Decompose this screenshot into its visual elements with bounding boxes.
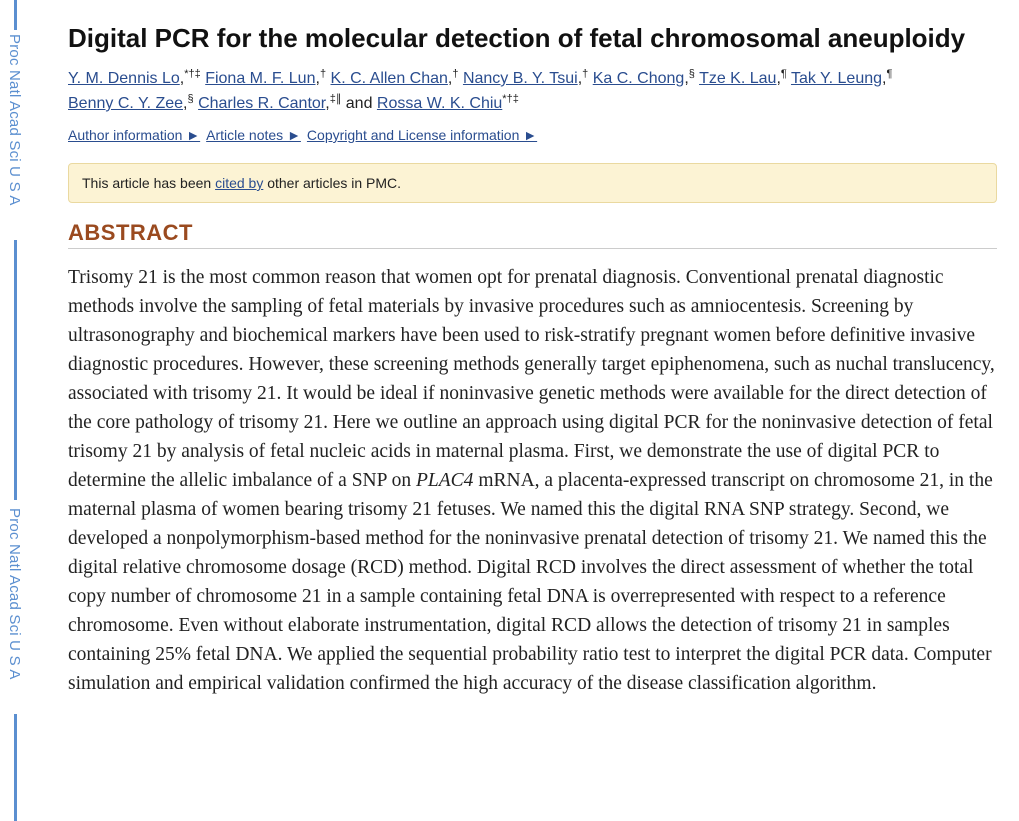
author-link[interactable]: Nancy B. Y. Tsui — [462, 70, 578, 87]
article-title: Digital PCR for the molecular detection of fetal chromosomal aneuploidy — [68, 23, 966, 53]
author-link[interactable]: Tze K. Lau — [699, 70, 777, 87]
author-affiliation-mark: † — [319, 68, 327, 80]
journal-side-rail — [0, 0, 30, 821]
author-link[interactable]: Fiona M. F. Lun — [205, 70, 316, 87]
author-information-link[interactable]: Author information ► — [68, 127, 201, 143]
author-list: Y. M. Dennis Lo,*†‡ Fiona M. F. Lun,† K. C. Allen Chan,† Nancy B. Y. Tsui,† Ka C. Chong,§ Tze K. Lau,¶ Tak Y. Leung,¶ Benny C. Y. Zee,§ Charles R. Cantor,‡∥ and Rossa W. K. Chiu*†‡ — [68, 66, 997, 116]
author-affiliation-mark: † — [582, 68, 589, 80]
author-link[interactable]: Ka C. Chong — [592, 70, 685, 87]
author-affiliation-mark: ‡∥ — [329, 93, 342, 105]
rail-journal-label-bottom: Proc Natl Acad Sci U S A — [6, 508, 23, 680]
author-affiliation-mark: *†‡ — [184, 68, 201, 80]
abstract-text-part2: mRNA, a placenta-expressed transcript on chromosome 21, in the maternal plasma of women bearing trisomy 21 fetuses. We named this the digital RNA SNP strategy. Second, we developed a nonpolymorphism-based method for the noninvasive prenatal detection of trisomy 21. We named this the digital relative chromosome dosage (RCD) method. Digital RCD involves the direct assessment of whether the total copy number of chromosome 21 in a sample containing fetal DNA is overrepresented with respect to a reference chromosome. Even without elaborate instrumentation, digital RCD allows the detection of trisomy 21 in samples containing 25% fetal DNA. We applied the sequential probability ratio test to interpret the digital PCR data. Computer simulation and empirical validation confirmed the high accuracy of the disease classification algorithm. — [68, 470, 993, 694]
notice-text-before: This article has been — [82, 175, 216, 191]
abstract-text — [68, 263, 997, 698]
gene-name-plac4: PLAC4 — [416, 470, 474, 491]
author-link[interactable]: Benny C. Y. Zee — [68, 95, 184, 112]
author-affiliation-mark: § — [688, 68, 695, 80]
author-affiliation-mark: § — [187, 93, 194, 105]
article-notes-link[interactable]: Article notes ► — [206, 127, 301, 143]
author-affiliation-mark: † — [452, 68, 459, 80]
article-info-links — [68, 125, 997, 145]
copyright-license-link[interactable]: Copyright and License information ► — [306, 127, 538, 143]
cited-by-notice — [68, 163, 997, 203]
abstract-heading: ABSTRACT — [68, 219, 997, 249]
rail-line-top — [14, 0, 17, 30]
author-link[interactable]: Charles R. Cantor — [198, 95, 326, 112]
author-affiliation-mark: *†‡ — [502, 93, 519, 105]
author-affiliation-mark: ¶ — [886, 68, 893, 80]
author-separator: and — [341, 95, 377, 112]
author-separator — [892, 70, 896, 87]
abstract-text-part1: Trisomy 21 is the most common reason that women opt for prenatal diagnosis. Conventional prenatal diagnostic methods involve the sampling of fetal materials by invasive procedures such as amniocentesis. Screening by ultrasonography and biochemical markers have been used to risk-stratify pregnant women before definitive invasive diagnostic procedures. However, these screening methods generally target epiphenomena, such as nuchal translucency, associated with trisomy 21. It would be ideal if noninvasive genetic methods were available for the direct detection of the core pathology of trisomy 21. Here we outline an approach using digital PCR for the noninvasive detection of fetal trisomy 21 by analysis of fetal nucleic acids in maternal plasma. First, we demonstrate the use of digital PCR to determine the allelic imbalance of a SNP on — [68, 267, 995, 491]
author-link[interactable]: Y. M. Dennis Lo — [68, 70, 180, 87]
author-link[interactable]: Tak Y. Leung — [790, 70, 883, 87]
article-content — [68, 20, 997, 698]
author-link[interactable]: K. C. Allen Chan — [330, 70, 448, 87]
author-affiliation-mark: ¶ — [780, 68, 787, 80]
rail-line-middle — [14, 240, 17, 500]
author-link[interactable]: Rossa W. K. Chiu — [376, 95, 503, 112]
cited-by-link[interactable]: cited by — [215, 175, 264, 191]
rail-journal-label-top: Proc Natl Acad Sci U S A — [6, 34, 23, 206]
notice-text-after: other articles in PMC. — [263, 175, 402, 191]
rail-line-bottom — [14, 714, 17, 821]
